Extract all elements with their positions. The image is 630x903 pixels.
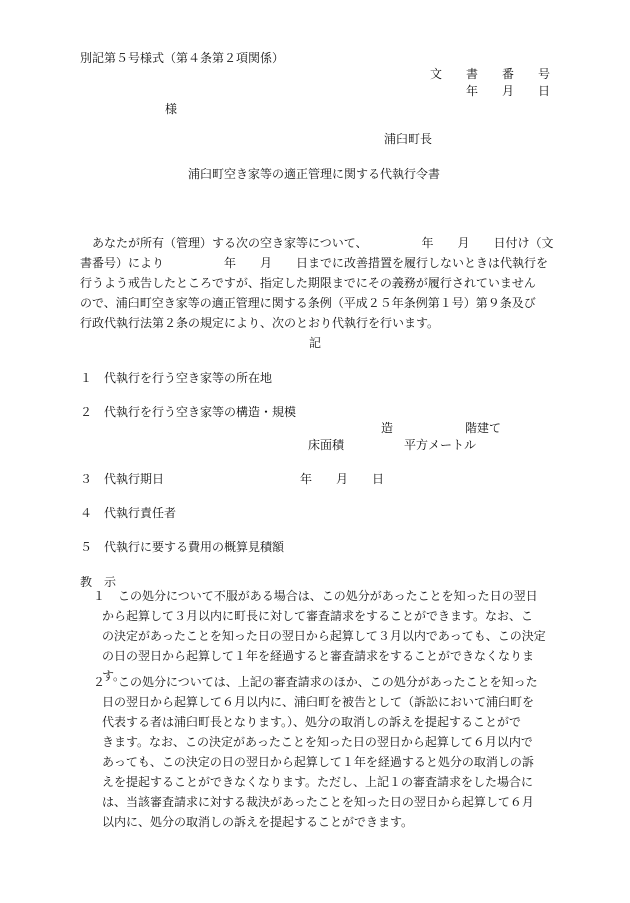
kyoji-line: この処分については、上記の審査請求のほか、この処分があったことを知った bbox=[118, 675, 538, 689]
kyoji-para2 bbox=[102, 672, 592, 832]
kyoji-line: は、当該審査請求に対する裁決があったことを知った日の翌日から起算して６月 bbox=[102, 795, 534, 809]
item-3-date: 年 月 日 bbox=[300, 472, 385, 486]
item-1: １ 代執行を行う空き家等の所在地 bbox=[80, 371, 273, 385]
kyoji-line: 代表する者は浦臼町長となります。）、処分の取消しの訴えを提起することがで bbox=[102, 715, 522, 729]
document-number: 文 書 番 号 bbox=[430, 67, 551, 81]
item-5: ５ 代執行に要する費用の概算見積額 bbox=[80, 540, 285, 554]
kyoji-line: から起算して３月以内に町長に対して審査請求をすることができます。なお、こ bbox=[102, 609, 534, 623]
document-title: 浦臼町空き家等の適正管理に関する代執行令書 bbox=[188, 167, 441, 181]
kyoji-para1 bbox=[102, 586, 592, 686]
kyoji-heading: 教 示 bbox=[80, 575, 117, 589]
body-line: ので、浦臼町空き家等の適正管理に関する条例（平成２５年条例第１号）第９条及び bbox=[80, 296, 536, 310]
structure-line: 造 階建て bbox=[381, 421, 502, 435]
kyoji-line: えを提起することができなくなります。ただし、上記１の審査請求をした場合に bbox=[102, 775, 534, 789]
item-3: ３ 代執行期日 bbox=[80, 472, 165, 486]
body-paragraph bbox=[80, 233, 590, 333]
body-line: 書番号）により 年 月 日までに改善措置を履行しないときは代執行を bbox=[80, 256, 549, 270]
issuer: 浦臼町長 bbox=[384, 132, 433, 146]
kyoji-para1-number: １ bbox=[93, 589, 106, 603]
kyoji-line: の決定があったことを知った日の翌日から起算して３月以内であっても、この決定 bbox=[102, 629, 546, 643]
floor-area-line: 床面積 平方メートル bbox=[308, 438, 477, 452]
body-line: 行政代執行法第２条の規定により、次のとおり代執行を行います。 bbox=[80, 316, 440, 330]
addressee: 様 bbox=[165, 102, 178, 116]
kyoji-line: あっても、この決定の日の翌日から起算して１年を経過すると処分の取消しの訴 bbox=[102, 755, 534, 769]
kyoji-line: 日の翌日から起算して６月以内に、浦臼町を被告として（訴訟において浦臼町を bbox=[102, 695, 535, 709]
item-4: ４ 代執行責任者 bbox=[80, 506, 177, 520]
kyoji-line: きます。なお、この決定があったことを知った日の翌日から起算して６月以内で bbox=[102, 735, 533, 749]
issue-date: 年 月 日 bbox=[466, 84, 551, 98]
body-line: 行うよう戒告したところですが、指定した期限までにその義務が履行されていません bbox=[80, 276, 536, 290]
kyoji-line: この処分について不服がある場合は、この処分があったことを知った日の翌日 bbox=[118, 589, 538, 603]
body-line: あなたが所有（管理）する次の空き家等について、 年 月 日付け（文 bbox=[80, 236, 554, 250]
kyoji-line: の日の翌日から起算して１年を経過すると審査請求をすることができなくなりま bbox=[102, 649, 535, 663]
kyoji-para2-number: ２ bbox=[93, 675, 106, 689]
form-number: 別記第５号様式（第４条第２項関係） bbox=[80, 51, 285, 65]
item-2: ２ 代執行を行う空き家等の構造・規模 bbox=[80, 405, 297, 419]
ki-heading: 記 bbox=[309, 336, 322, 350]
kyoji-line: 以内に、処分の取消しの訴えを提起することができます。 bbox=[102, 815, 414, 829]
kyoji-line: す。 bbox=[102, 669, 126, 683]
